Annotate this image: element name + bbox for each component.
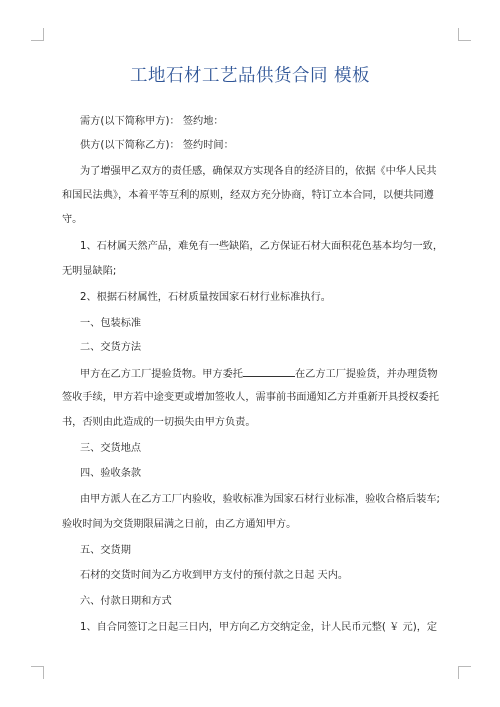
delivery-text-part-2: 在乙方工厂提验货，并办理货物: [295, 369, 438, 380]
crop-mark-top-right: [458, 28, 471, 41]
section-payment-heading: 六、付款日期和方式: [80, 596, 172, 607]
crop-mark-top-left: [31, 28, 44, 41]
section-delivery-period-heading: 五、交货期: [80, 545, 131, 556]
delivery-method-line-3: 书，否则由此造成的一切损失由甲方负责。: [62, 417, 256, 428]
supplier-line: 供方(以下简称乙方)： 签约时间：: [80, 140, 234, 151]
delivery-text-part-1: 甲方在乙方工厂提验货物。甲方委托: [80, 369, 243, 380]
delivery-method-line-1: [80, 366, 438, 382]
payment-line-1: 1、自合同签订之日起三日内，甲方向乙方交纳定金，计人民币元整( ￥ 元)，定: [80, 622, 438, 633]
crop-mark-bottom-right: [458, 666, 471, 679]
delivery-period-line: 石材的交货时间为乙方收到甲方支付的预付款之日起 天内。: [80, 570, 349, 581]
clause-2-line: 2、根据石材属性，石材质量按国家石材行业标准执行。: [80, 292, 331, 303]
clause-1-line-2: 无明显缺陷;: [62, 266, 117, 277]
acceptance-line-2: 验收时间为交货期限届满之日前，由乙方通知甲方。: [62, 519, 297, 530]
section-packaging-heading: 一、包装标准: [80, 318, 142, 329]
preamble-line-2: 和国民法典》，本着平等互利的原则，经双方充分协商，特订立本合同，以便共同遵: [62, 190, 434, 201]
document-title: 工地石材工艺品供货合同 模板: [129, 66, 371, 86]
buyer-line: 需方(以下简称甲方)： 签约地：: [80, 116, 224, 127]
section-acceptance-heading: 四、验收条款: [80, 468, 142, 479]
delivery-method-line-2: 签收手续，甲方若中途变更或增加签收人，需事前书面通知乙方并重新开具授权委托: [62, 392, 439, 403]
acceptance-line-1: 由甲方派人在乙方工厂内验收，验收标准为国家石材行业标准，验收合格后装车;: [80, 494, 440, 505]
preamble-line-1: 为了增强甲乙双方的责任感，确保双方实现各自的经济目的，依据《中华人民共: [80, 166, 437, 177]
crop-mark-bottom-left: [31, 666, 44, 679]
section-delivery-place-heading: 三、交货地点: [80, 443, 142, 454]
clause-1-line-1: 1、石材属天然产品，难免有一些缺陷，乙方保证石材大面积花色基本均匀一致，: [80, 241, 444, 252]
preamble-line-3: 守。: [62, 214, 83, 225]
delegate-blank-field[interactable]: [243, 366, 295, 377]
section-delivery-method-heading: 二、交货方法: [80, 342, 142, 353]
